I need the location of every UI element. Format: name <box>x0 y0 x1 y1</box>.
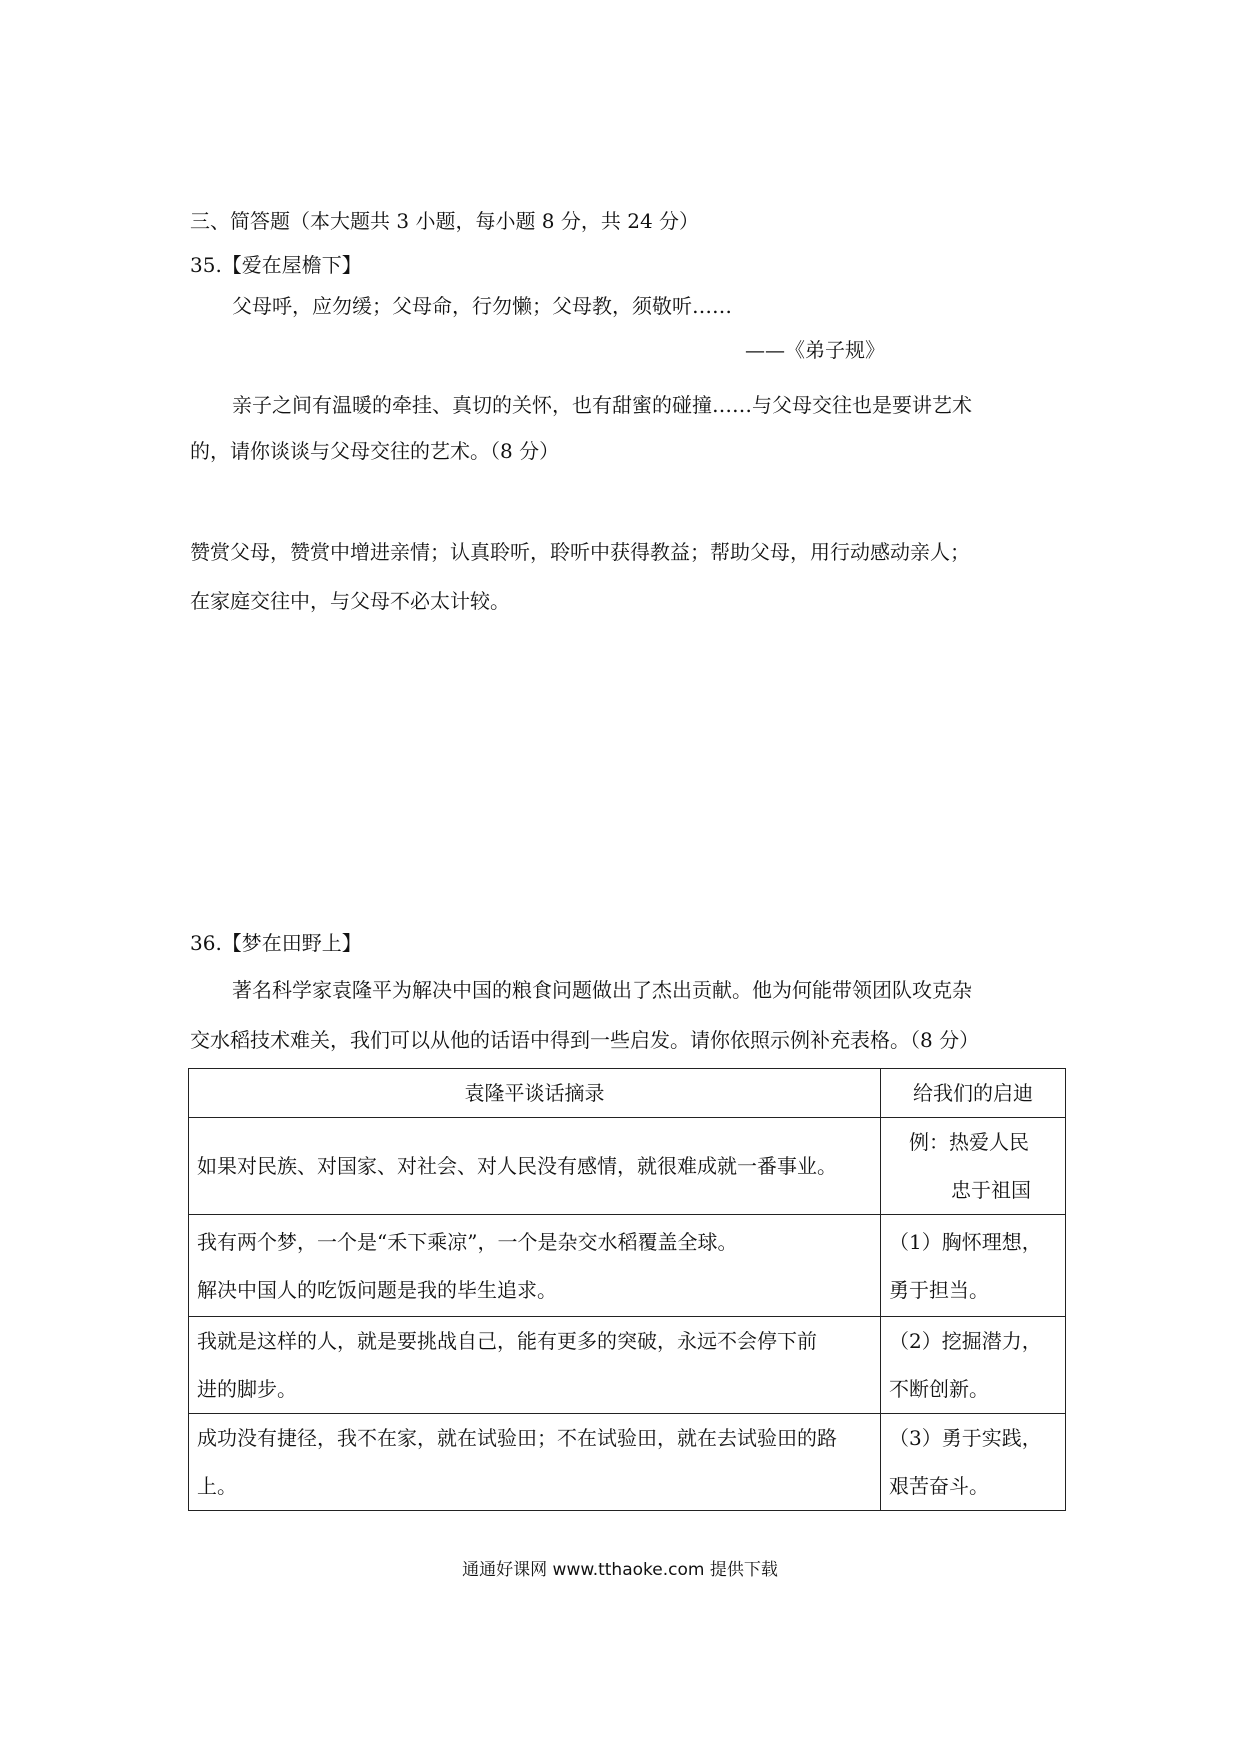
quote-cell <box>189 1215 881 1317</box>
quote-cell <box>189 1317 881 1414</box>
insight-text: 例：热爱人民 <box>909 1130 1029 1154</box>
header-quotes: 袁隆平谈话摘录 <box>189 1069 881 1118</box>
table-row <box>189 1414 1066 1511</box>
question-36-prompt-line-2: 交水稻技术难关，我们可以从他的话语中得到一些启发。请你依照示例补充表格。（8 分） <box>190 1028 980 1052</box>
quote-cell <box>189 1414 881 1511</box>
table-header-row <box>189 1069 1066 1118</box>
table-row <box>189 1317 1066 1414</box>
insight-text: （3）勇于实践， <box>889 1426 1042 1450</box>
question-35-prompt-line-2: 的，请你谈谈与父母交往的艺术。（8 分） <box>190 439 560 463</box>
insight-cell <box>881 1414 1066 1511</box>
insight-cell <box>881 1215 1066 1317</box>
quote-text: 如果对民族、对国家、对社会、对人民没有感情，就很难成就一番事业。 <box>197 1154 837 1178</box>
question-35-quote-source: ——《弟子规》 <box>745 338 885 362</box>
footer-source: 通通好课网 www.tthaoke.com 提供下载 <box>462 1560 778 1580</box>
insight-text: 忠于祖国 <box>951 1178 1031 1202</box>
table-row <box>189 1215 1066 1317</box>
question-35-answer-line-2: 在家庭交往中，与父母不必太计较。 <box>190 589 510 613</box>
question-35-prompt-line-1: 亲子之间有温暖的牵挂、真切的关怀，也有甜蜜的碰撞……与父母交往也是要讲艺术 <box>232 393 972 417</box>
insight-text: 不断创新。 <box>889 1377 989 1401</box>
insight-cell <box>881 1317 1066 1414</box>
section-title: 三、简答题（本大题共 3 小题，每小题 8 分，共 24 分） <box>190 209 700 233</box>
table-row <box>189 1118 1066 1215</box>
insight-text: （1）胸怀理想， <box>889 1229 1042 1254</box>
question-35-heading: 35.【爱在屋檐下】 <box>190 253 362 277</box>
question-35-answer-line-1: 赞赏父母，赞赏中增进亲情；认真聆听，聆听中获得教益；帮助父母，用行动感动亲人； <box>190 540 970 564</box>
quote-text: 解决中国人的吃饭问题是我的毕生追求。 <box>197 1277 557 1302</box>
quote-text: 我就是这样的人，就是要挑战自己，能有更多的突破，永远不会停下前 <box>197 1329 817 1353</box>
insight-cell <box>881 1118 1066 1215</box>
quote-insight-table <box>188 1068 1066 1511</box>
insight-text: 艰苦奋斗。 <box>889 1474 989 1498</box>
header-insights: 给我们的启迪 <box>881 1069 1066 1118</box>
question-35-quote: 父母呼，应勿缓；父母命，行勿懒；父母教，须敬听…… <box>232 294 732 318</box>
question-36-prompt-line-1: 著名科学家袁隆平为解决中国的粮食问题做出了杰出贡献。他为何能带领团队攻克杂 <box>232 978 972 1002</box>
insight-text: 勇于担当。 <box>889 1277 989 1302</box>
quote-text: 成功没有捷径，我不在家，就在试验田；不在试验田，就在去试验田的路上。 <box>197 1426 837 1498</box>
quote-text: 进的脚步。 <box>197 1377 297 1401</box>
quote-text: 我有两个梦，一个是“禾下乘凉”，一个是杂交水稻覆盖全球。 <box>197 1229 738 1254</box>
quote-cell <box>189 1118 881 1215</box>
question-36-heading: 36.【梦在田野上】 <box>190 931 362 955</box>
insight-text: （2）挖掘潜力， <box>889 1329 1042 1353</box>
